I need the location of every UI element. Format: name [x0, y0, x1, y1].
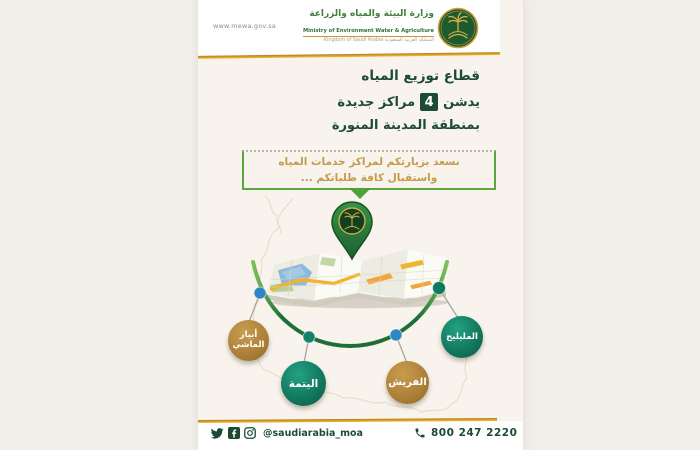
announcement-title: [270, 68, 480, 133]
region-line: بمنطقة المدينة المنورة: [331, 118, 480, 133]
social-media-row: [211, 427, 363, 439]
saudi-emblem-icon: [437, 7, 479, 49]
phone-number: 800 247 2220: [431, 427, 518, 439]
welcome-line-1: نسعد بزيارتكم لمراكز خدمات المياه: [278, 156, 460, 168]
locations-arc: [238, 252, 473, 377]
welcome-banner: [242, 150, 496, 190]
facebook-icon: [228, 427, 240, 439]
ministry-logo-text: [290, 10, 434, 44]
kingdom-caption: Kingdom of Saudi Arabia المملكة العربية السعودية: [323, 38, 434, 44]
launch-verb: يدشن: [443, 94, 480, 110]
welcome-line-2: واستقبال كافة طلباتكم ...: [300, 172, 438, 184]
ministry-website-url: www.mewa.gov.sa: [213, 22, 276, 30]
ministry-name-english: Ministry of Environment Water & Agriculture: [303, 29, 434, 37]
banner-pointer: [349, 188, 371, 199]
centers-count-badge: 4: [420, 93, 438, 111]
location-al-furaysh: الفريش: [386, 361, 429, 404]
arc-node-blue-2: [390, 329, 402, 341]
location-al-mulaylih: المليليح: [441, 316, 483, 358]
instagram-icon: [244, 427, 256, 439]
location-al-yutamah: اليتمة: [281, 361, 326, 406]
twitter-icon: [211, 428, 224, 439]
phone-row: [414, 427, 517, 439]
ministry-name-arabic: وزارة البيئة والمياه والزراعة: [309, 9, 434, 19]
map-pin-icon: [331, 200, 373, 262]
social-handle: @saudiarabia_moa: [263, 427, 363, 439]
location-abyar-al-mashi: أبيار الماشي: [228, 320, 269, 361]
phone-icon: [414, 427, 426, 439]
arc-node-teal-1: [303, 331, 315, 343]
arc-node-blue-1: [254, 287, 266, 299]
launch-object: مراكز جديدة: [337, 94, 416, 110]
arc-node-teal-2: [433, 282, 446, 295]
sector-title: قطاع توزيع المياه: [361, 68, 480, 84]
